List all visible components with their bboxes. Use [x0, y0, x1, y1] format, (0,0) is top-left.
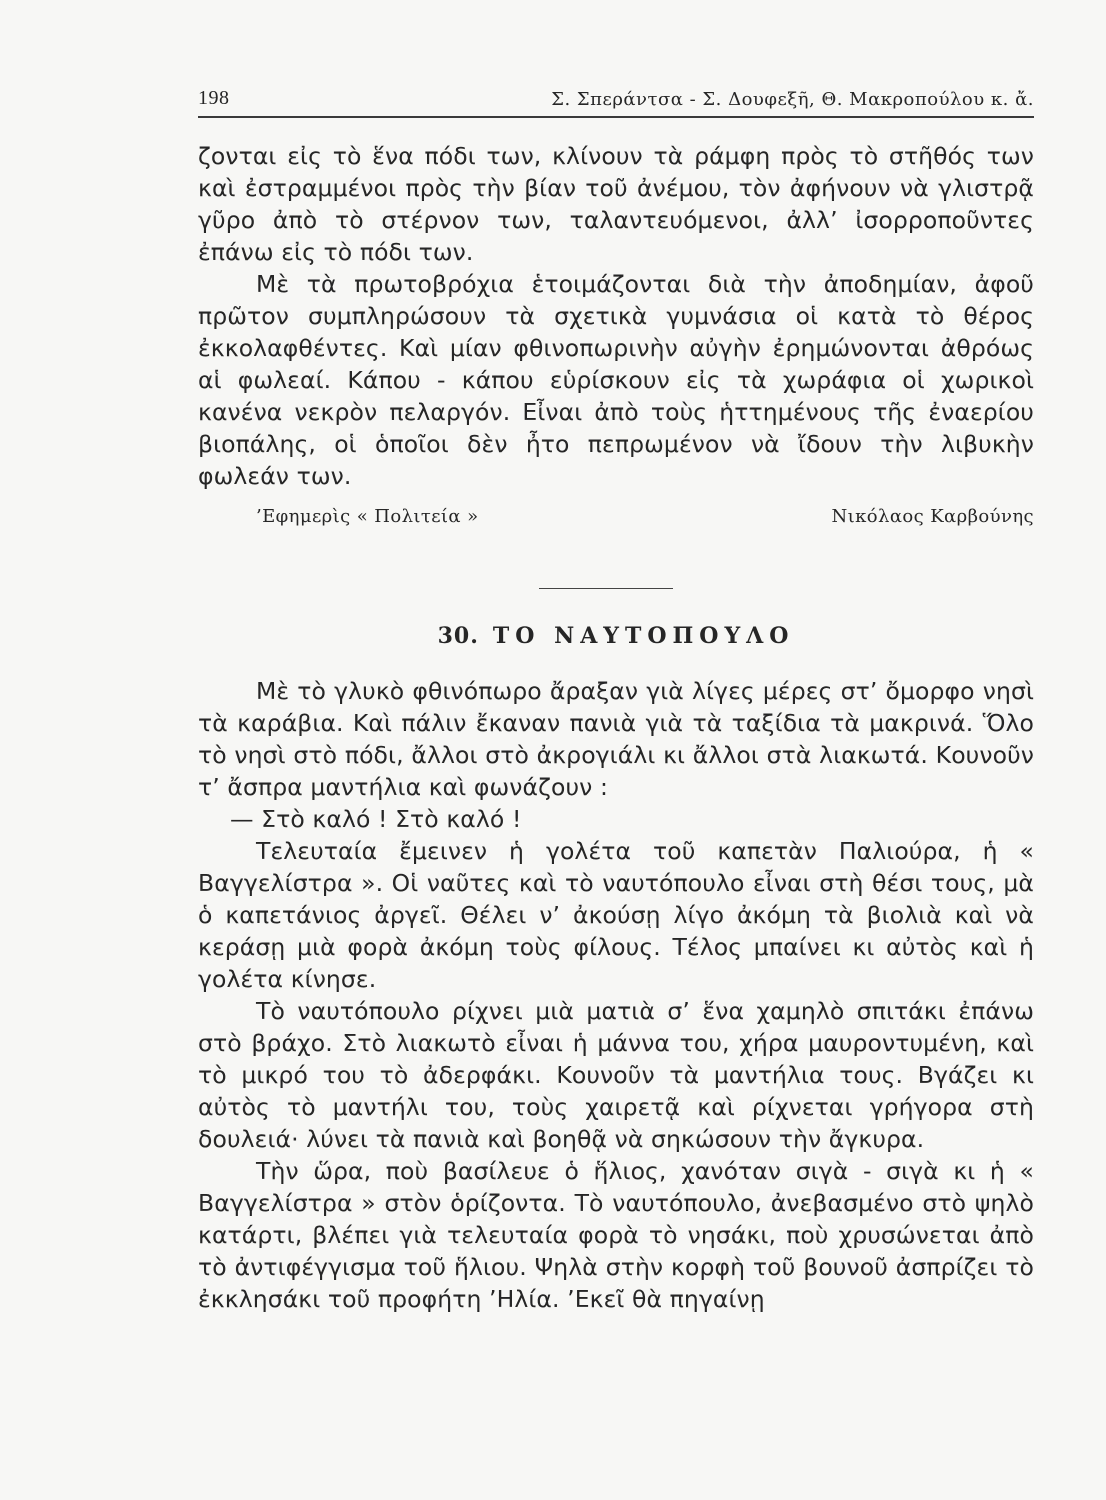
section-number: 30.: [437, 623, 479, 649]
section-paragraph-2: Τελευταία ἔμεινεν ἡ γολέτα τοῦ καπετὰν Παλιούρα, ἡ « Βαγγελίστρα ». Οἱ ναῦτες καὶ τὸ ναυτόπουλο εἶναι στὴ θέσι τους, μὰ ὁ καπετάνιος ἀργεῖ. Θέλει ν’ ἀκούσῃ λίγο ἀκόμη τὰ βιολιὰ καὶ νὰ κεράσῃ μιὰ φορὰ ἀκόμη τοὺς φίλους. Τέλος μπαίνει κι αὐτὸς καὶ ἡ γολέτα κίνησε.: [198, 837, 1034, 993]
excerpt-paragraph-1: ζονται εἰς τὸ ἕνα πόδι των, κλίνουν τὰ ράμφη πρὸς τὸ στῆθός των καὶ ἐστραμμένοι πρὸς τὴν βίαν τοῦ ἀνέμου, τὸν ἀφήνουν νὰ γλιστρᾷ γῦρο ἀπὸ τὸ στέρνον των, ταλαντευόμενοι, ἀλλ’ ἰσορροποῦντες ἐπάνω εἰς τὸ πόδι των.: [198, 142, 1034, 266]
source-attribution: [198, 506, 1034, 527]
excerpt-paragraph-2: Μὲ τὰ πρωτοβρόχια ἑτοιμάζονται διὰ τὴν ἀποδημίαν, ἀφοῦ πρῶτον συμπληρώσουν τὰ σχετικὰ γυμνάσια οἱ κατὰ τὸ θέρος ἐκκολαφθέντες. Καὶ μίαν φθινοπωρινὴν αὐγὴν ἐρημώνονται ἀθρόως αἱ φωλεαί. Κάπου - κάπου εὑρίσκουν εἰς τὰ χωράφια οἱ χωρικοὶ κανένα νεκρὸν πελαργόν. Εἶναι ἀπὸ τοὺς ἡττημένους τῆς ἐναερίου βιοπάλης, οἱ ὁποῖοι δὲν ἦτο πεπρωμένον νὰ ἴδουν τὴν λιβυκὴν φωλεάν των.: [198, 270, 1034, 490]
page-number: 198: [198, 87, 230, 109]
section-divider: [539, 588, 673, 589]
section-heading: [198, 623, 1034, 649]
section-title: ΤΟ ΝΑΥΤΟΠΟΥΛΟ: [492, 623, 795, 649]
source-newspaper: ’Εφημερὶς « Πολιτεία »: [256, 506, 479, 527]
source-author: Νικόλαος Καρβούνης: [831, 506, 1034, 527]
section-paragraph-4: Τὴν ὥρα, ποὺ βασίλευε ὁ ἥλιος, χανόταν σιγὰ - σιγὰ κι ἡ « Βαγγελίστρα » στὸν ὁρίζοντα. Τὸ ναυτόπουλο, ἀνεβασμένο στὸ ψηλὸ κατάρτι, βλέπει γιὰ τελευταία φορὰ τὸ νησάκι, ποὺ χρυσώνεται ἀπὸ τὸ ἀντιφέγγισμα τοῦ ἥλιου. Ψηλὰ στὴν κορφὴ τοῦ βουνοῦ ἀσπρίζει τὸ ἐκκλησάκι τοῦ προφήτη ’Ηλία. ’Εκεῖ θὰ πηγαίνῃ: [198, 1157, 1034, 1313]
section-paragraph-3: Τὸ ναυτόπουλο ρίχνει μιὰ ματιὰ σ’ ἕνα χαμηλὸ σπιτάκι ἐπάνω στὸ βράχο. Στὸ λιακωτὸ εἶναι ἡ μάννα του, χήρα μαυροντυμένη, καὶ τὸ μικρό του τὸ ἀδερφάκι. Κουνοῦν τὰ μαντήλια τους. Βγάζει κι αὐτὸς τὸ μαντήλι του, τοὺς χαιρετᾷ καὶ ρίχνεται γρήγορα στὴ δουλειά· λύνει τὰ πανιὰ καὶ βοηθᾷ νὰ σηκώσουν τὴν ἄγκυρα.: [198, 997, 1034, 1153]
section-text: [198, 675, 1034, 1315]
excerpt-text: [198, 140, 1034, 492]
running-head-authors: Σ. Σπεράντσα - Σ. Δουφεξῆ, Θ. Μακροπούλου κ. ἄ.: [551, 89, 1034, 110]
section-paragraph-1: Μὲ τὸ γλυκὸ φθινόπωρο ἄραξαν γιὰ λίγες μέρες στ’ ὄμορφο νησὶ τὰ καράβια. Καὶ πάλιν ἔκαναν πανιὰ γιὰ τὰ ταξίδια τὰ μακρινά. Ὅλο τὸ νησὶ στὸ πόδι, ἄλλοι στὸ ἀκρογιάλι κι ἄλλοι στὰ λιακωτά. Κουνοῦν τ’ ἄσπρα μαντήλια καὶ φωνάζουν :: [198, 677, 1034, 801]
running-head: [198, 72, 1034, 118]
section-dialogue-line: — Στὸ καλό ! Στὸ καλό !: [230, 805, 522, 833]
